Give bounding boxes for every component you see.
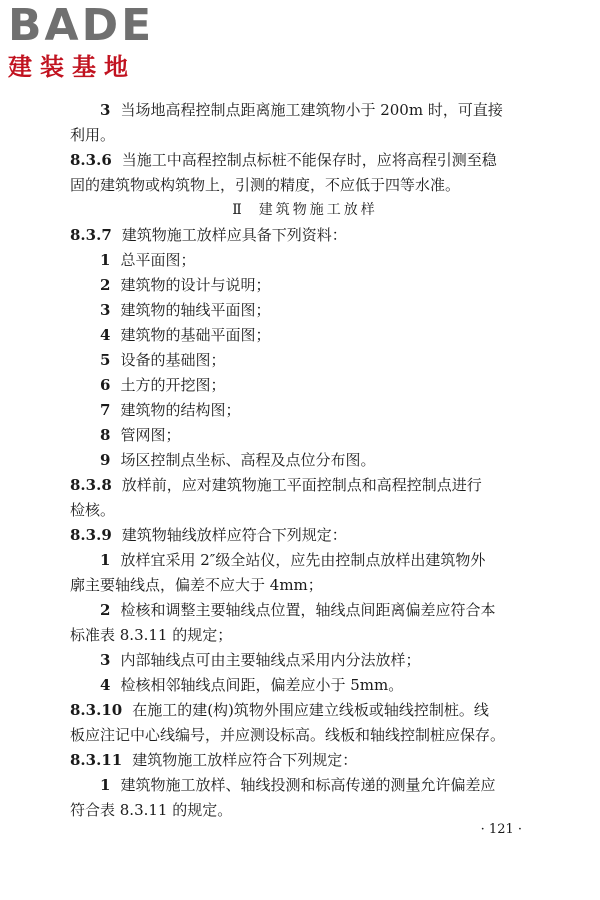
clause-line (70, 473, 540, 498)
item-number: 4 (100, 326, 111, 344)
item-number: 5 (100, 351, 111, 369)
line-text: 板应注记中心线编号，并应测设标高。线板和轴线控制桩应保存。 (70, 726, 506, 744)
line-text: 当场地高程控制点距离施工建筑物小于 200m 时，可直接 (120, 101, 503, 119)
line-text: 检核。 (70, 501, 116, 519)
item-number: 6 (100, 376, 111, 394)
clause-number: 8.3.9 (70, 526, 112, 544)
logo (8, 2, 172, 82)
list-item (70, 98, 540, 123)
continuation-line (70, 498, 540, 523)
list-item (70, 598, 540, 623)
clause-line (70, 698, 540, 723)
list-item (70, 548, 540, 573)
line-text: 标准表 8.3.11 的规定； (70, 626, 233, 644)
line-text: 建筑物施工放样应具备下列资料： (121, 226, 347, 244)
clause-line (70, 748, 540, 773)
section-subheading (70, 198, 540, 223)
line-text: 土方的开挖图； (120, 376, 226, 394)
line-text: 建筑物施工放样 (258, 202, 378, 218)
item-number: 7 (100, 401, 111, 419)
clause-number: 8.3.8 (70, 476, 112, 494)
item-number: 2 (100, 276, 111, 294)
logo-wordmark: BADE (8, 0, 155, 51)
line-text: 建筑物施工放样应符合下列规定： (132, 751, 358, 769)
item-number: 3 (100, 101, 111, 119)
item-number: 9 (100, 451, 111, 469)
list-item (70, 348, 540, 373)
list-item (70, 773, 540, 798)
item-number: 2 (100, 601, 111, 619)
line-text: 利用。 (70, 126, 116, 144)
list-item (70, 273, 540, 298)
line-text: 放样宜采用 2″级全站仪，应先由控制点放样出建筑物外 (120, 551, 486, 569)
continuation-line (70, 173, 540, 198)
document-body (70, 98, 540, 823)
line-text: 建筑物的轴线平面图； (120, 301, 271, 319)
subheading-numeral: Ⅱ (232, 202, 245, 218)
page-number: · 121 · (480, 822, 522, 837)
line-text: 内部轴线点可由主要轴线点采用内分法放样； (120, 651, 421, 669)
continuation-line (70, 798, 540, 823)
line-text: 建筑物轴线放样应符合下列规定： (121, 526, 347, 544)
list-item (70, 673, 540, 698)
item-number: 8 (100, 426, 111, 444)
clause-number: 8.3.11 (70, 751, 123, 769)
line-text: 当施工中高程控制点标桩不能保存时，应将高程引测至稳 (121, 151, 497, 169)
list-item (70, 648, 540, 673)
line-text: 建筑物的基础平面图； (120, 326, 271, 344)
line-text: 总平面图； (120, 251, 196, 269)
clause-number: 8.3.10 (70, 701, 123, 719)
continuation-line (70, 623, 540, 648)
line-text: 符合表 8.3.11 的规定。 (70, 801, 233, 819)
item-number: 1 (100, 551, 111, 569)
clause-number: 8.3.6 (70, 151, 112, 169)
line-text: 场区控制点坐标、高程及点位分布图。 (120, 451, 376, 469)
line-text: 检核相邻轴线点间距，偏差应小于 5mm。 (120, 676, 404, 694)
clause-number: 8.3.7 (70, 226, 112, 244)
list-item (70, 373, 540, 398)
list-item (70, 423, 540, 448)
clause-line (70, 523, 540, 548)
line-text: 放样前，应对建筑物施工平面控制点和高程控制点进行 (121, 476, 482, 494)
item-number: 3 (100, 301, 111, 319)
item-number: 1 (100, 776, 111, 794)
continuation-line (70, 123, 540, 148)
item-number: 1 (100, 251, 111, 269)
clause-line (70, 148, 540, 173)
continuation-line (70, 723, 540, 748)
clause-line (70, 223, 540, 248)
list-item (70, 323, 540, 348)
line-text: 廓主要轴线点，偏差不应大于 4mm； (70, 576, 323, 594)
line-text: 建筑物的结构图； (120, 401, 241, 419)
line-text: 在施工的建(构)筑物外围应建立线板或轴线控制桩。线 (132, 701, 489, 719)
item-number: 3 (100, 651, 111, 669)
line-text: 设备的基础图； (120, 351, 226, 369)
item-number: 4 (100, 676, 111, 694)
list-item (70, 398, 540, 423)
line-text: 建筑物施工放样、轴线投测和标高传递的测量允许偏差应 (120, 776, 496, 794)
list-item (70, 248, 540, 273)
line-text: 检核和调整主要轴线点位置，轴线点间距离偏差应符合本 (120, 601, 496, 619)
list-item (70, 298, 540, 323)
line-text: 建筑物的设计与说明； (120, 276, 271, 294)
logo-subtitle: 建装基地 (8, 53, 136, 81)
continuation-line (70, 573, 540, 598)
list-item (70, 448, 540, 473)
line-text: 管网图； (120, 426, 181, 444)
line-text: 固的建筑物或构筑物上，引测的精度，不应低于四等水准。 (70, 176, 461, 194)
